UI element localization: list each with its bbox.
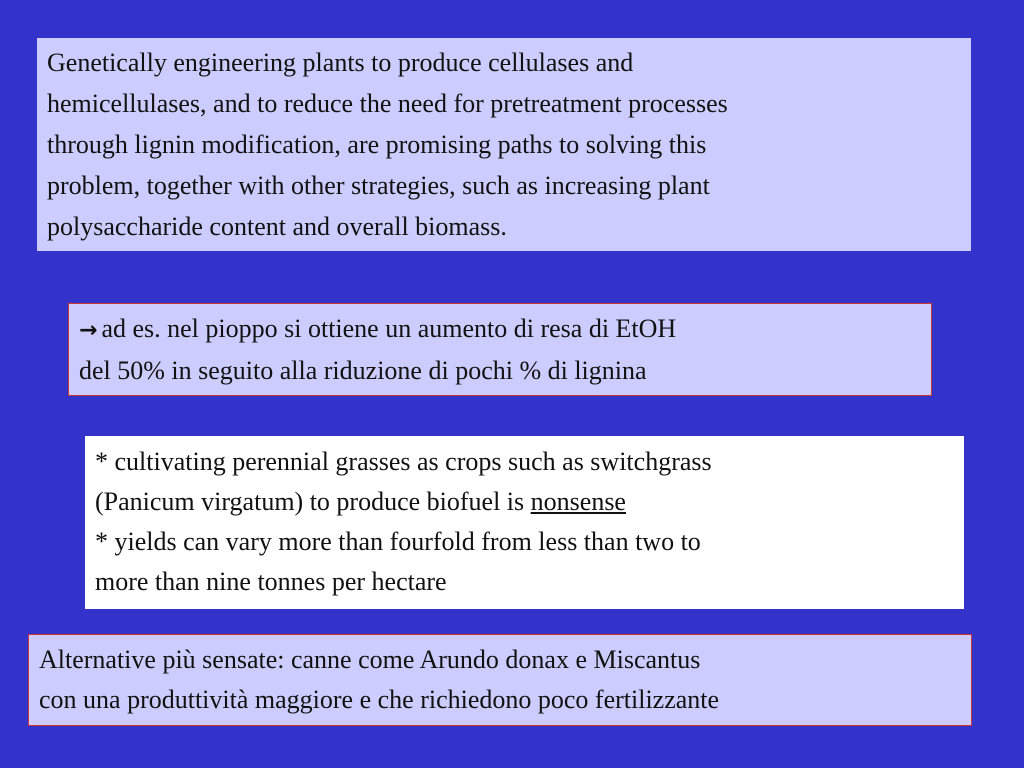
text-line <box>95 482 956 522</box>
alternatives-textbox <box>28 634 972 726</box>
text-line: * cultivating perennial grasses as crops such as switchgrass <box>95 447 712 476</box>
poplar-example-textbox <box>68 303 932 396</box>
text-line: hemicellulases, and to reduce the need for pretreatment processes <box>47 89 728 118</box>
text-line <box>79 309 923 351</box>
text-line: Alternative più sensate: canne come Arundo donax e Miscantus <box>39 645 701 674</box>
text-fragment: ad es. nel pioppo si ottiene un aumento di resa di EtOH <box>101 314 677 343</box>
perennial-grasses-textbox <box>85 436 964 609</box>
text-line: more than nine tonnes per hectare <box>95 567 447 596</box>
text-line: through lignin modification, are promising paths to solving this <box>47 130 707 159</box>
text-line: * yields can vary more than fourfold from less than two to <box>95 527 701 556</box>
text-fragment: (Panicum virgatum) to produce biofuel is <box>95 487 531 516</box>
underlined-emphasis: nonsense <box>530 487 626 516</box>
text-line: polysaccharide content and overall biomass. <box>47 212 507 241</box>
text-line: del 50% in seguito alla riduzione di pochi % di lignina <box>79 356 647 385</box>
text-line: con una produttività maggiore e che richiedono poco fertilizzante <box>39 685 720 714</box>
text-line: problem, together with other strategies, such as increasing plant <box>47 171 710 200</box>
genetic-engineering-textbox <box>37 38 971 251</box>
text-line: Genetically engineering plants to produce cellulases and <box>47 48 634 77</box>
right-arrow-icon: → <box>79 318 98 343</box>
